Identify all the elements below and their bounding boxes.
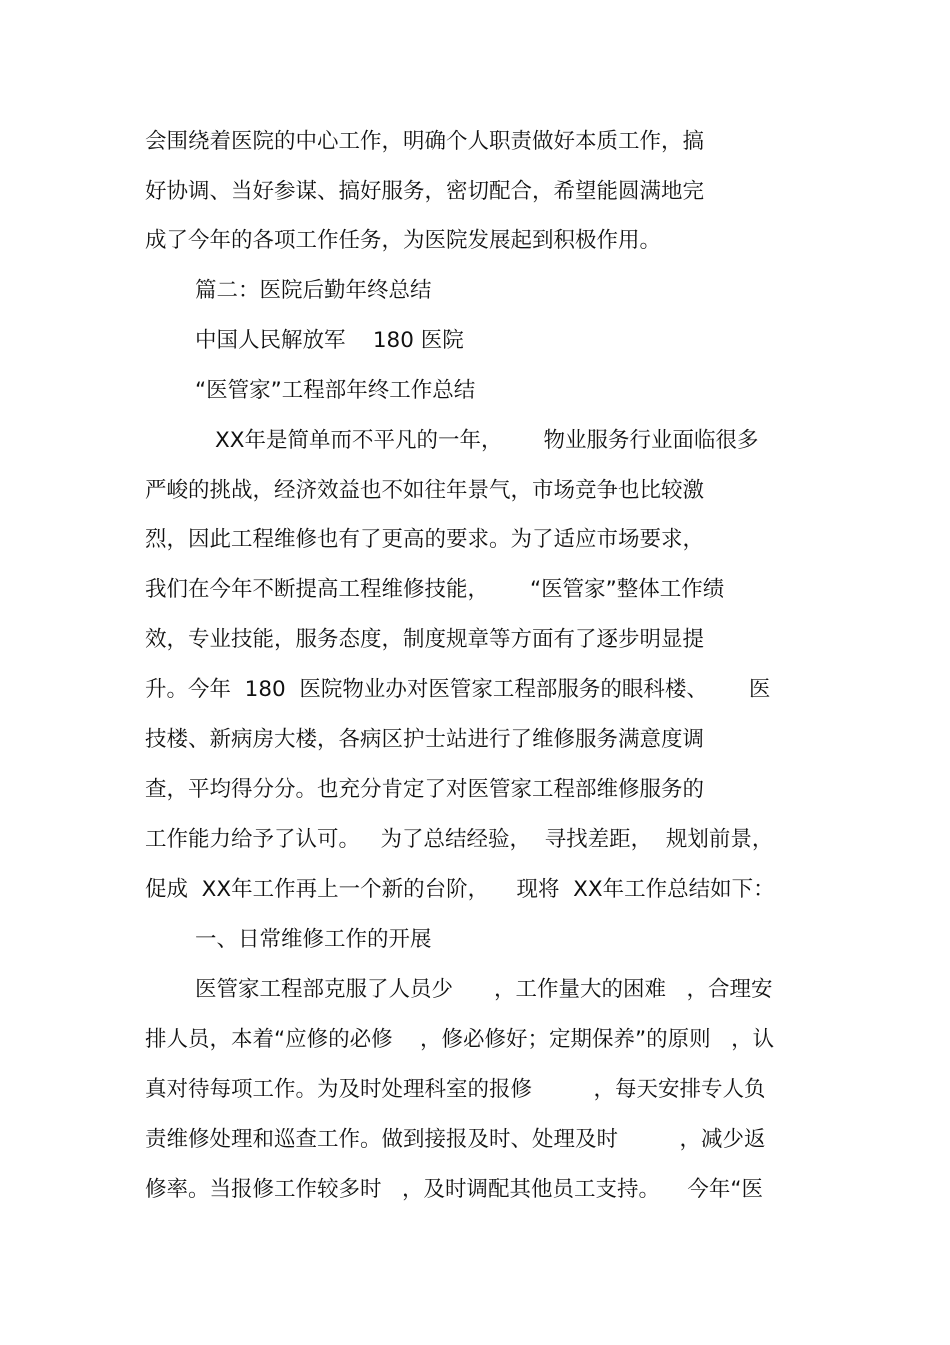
text-line: 修率。当报修工作较多时 ，及时调配其他员工支持。 今年“医	[145, 1177, 763, 1202]
text-line: XX年是简单而不平凡的一年， 物业服务行业面临很多	[215, 428, 759, 453]
text-line: 好协调、当好参谋、搞好服务，密切配合，希望能圆满地完	[145, 179, 705, 204]
text-line: 医管家工程部克服了人员少 ，工作量大的困难 ，合理安	[195, 977, 773, 1002]
text-line: 责维修处理和巡查工作。做到接报及时、处理及时 ，减少返	[145, 1127, 766, 1152]
text-line: 成了今年的各项工作任务，为医院发展起到积极作用。	[145, 228, 662, 253]
section-heading: 一、日常维修工作的开展	[195, 927, 432, 952]
text-line: 排人员，本着“应修的必修 ，修必修好；定期保养”的原则 ，认	[145, 1027, 775, 1052]
text-line: 升。今年 180 医院物业办对医管家工程部服务的眼科楼、 医	[145, 677, 771, 702]
text-line: 查，平均得分分。也充分肯定了对医管家工程部维修服务的	[145, 777, 705, 802]
text-line: 真对待每项工作。为及时处理科室的报修 ，每天安排专人负	[145, 1077, 766, 1102]
text-line: 技楼、新病房大楼，各病区护士站进行了维修服务满意度调	[145, 727, 705, 752]
text-line: 烈，因此工程维修也有了更高的要求。为了适应市场要求，	[145, 527, 705, 552]
section-heading: 篇二：医院后勤年终总结	[195, 278, 432, 303]
text-line: 严峻的挑战，经济效益也不如往年景气，市场竞争也比较激	[145, 478, 705, 503]
text-line: 促成 XX年工作再上一个新的台阶， 现将 XX年工作总结如下：	[145, 877, 775, 902]
text-line: 会围绕着医院的中心工作，明确个人职责做好本质工作，搞	[145, 129, 705, 154]
text-line: 我们在今年不断提高工程维修技能， “医管家”整体工作绩	[145, 577, 725, 602]
organization-name: 中国人民解放军 180 医院	[195, 328, 464, 353]
report-title: “医管家”工程部年终工作总结	[195, 378, 476, 403]
text-line: 工作能力给予了认可。 为了总结经验， 寻找差距， 规划前景，	[145, 827, 774, 852]
text-line: 效，专业技能，服务态度，制度规章等方面有了逐步明显提	[145, 627, 705, 652]
